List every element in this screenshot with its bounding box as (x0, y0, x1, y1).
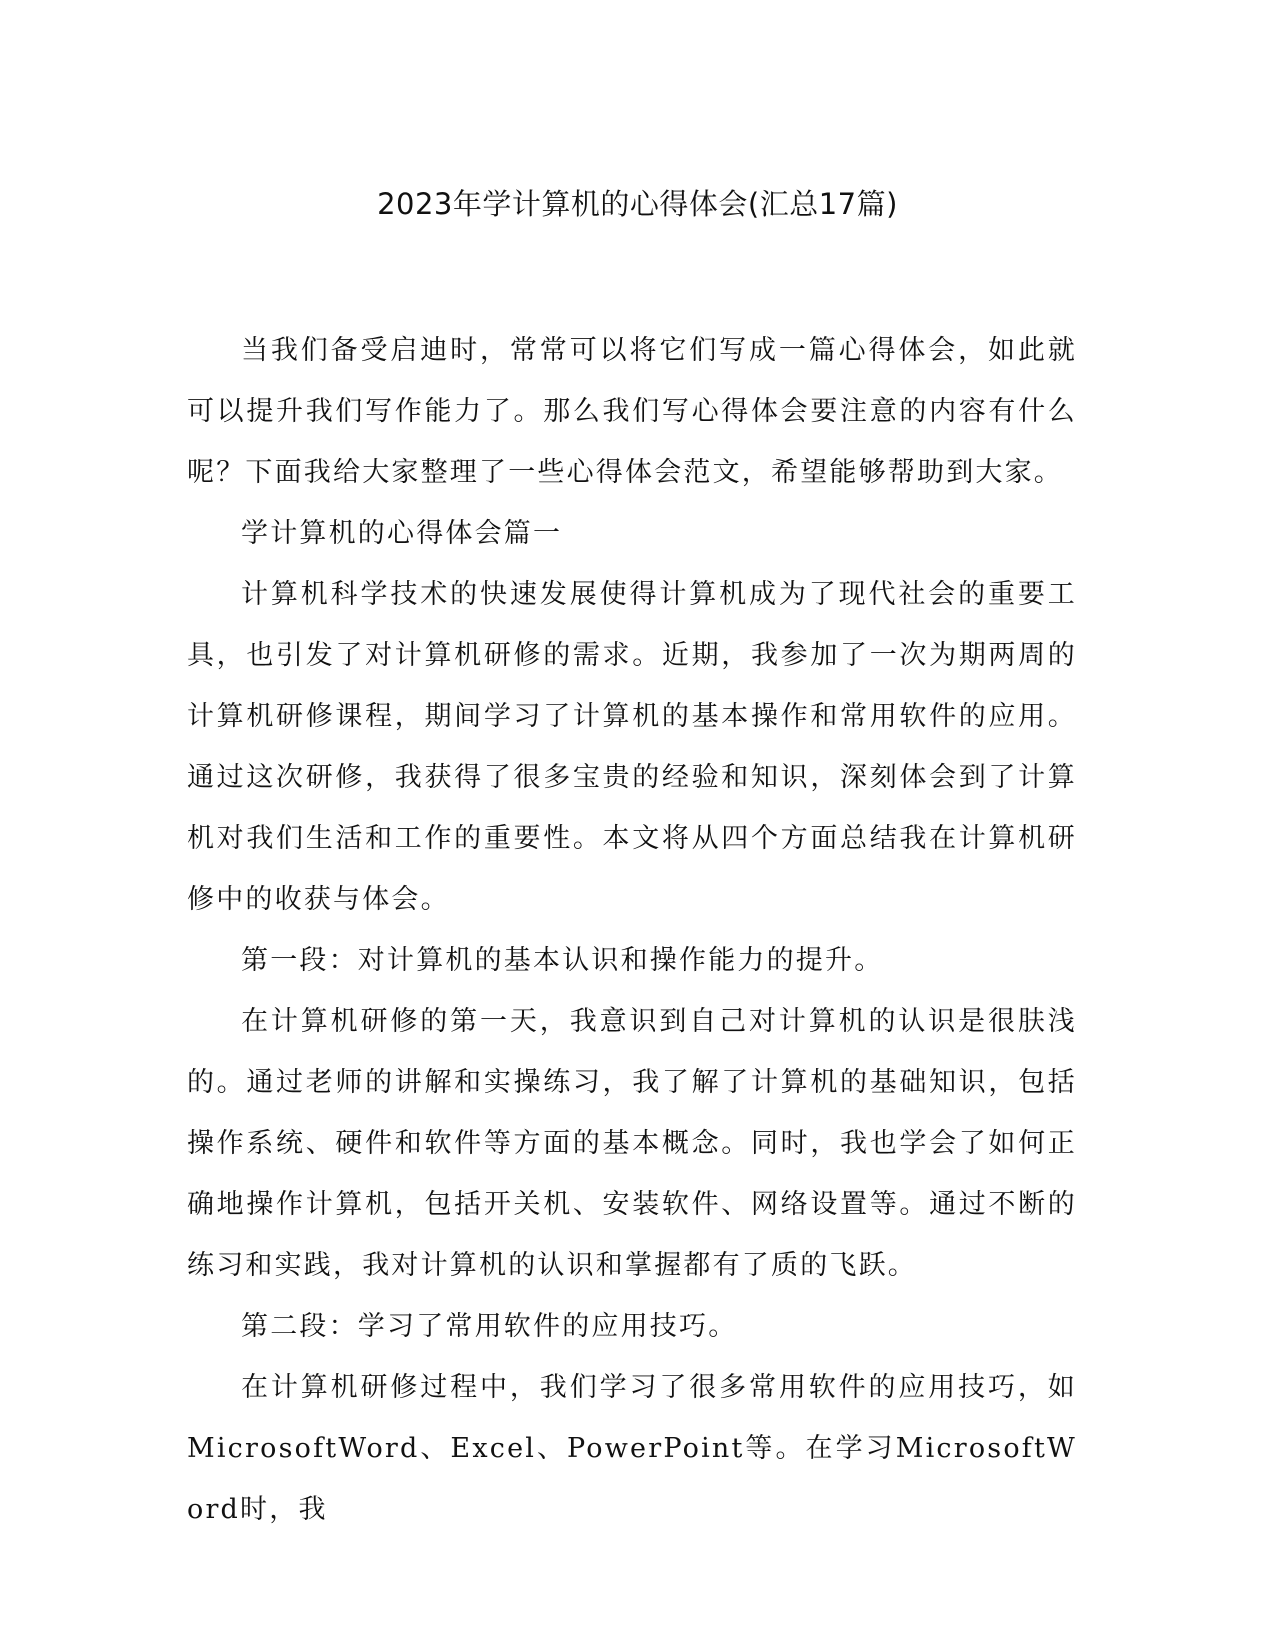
section-heading-1: 学计算机的心得体会篇一 (241, 518, 563, 549)
paragraph-3: 在计算机研修过程中，我们学习了很多常用软件的应用技巧，如MicrosoftWord、Excel、PowerPoint等。在学习MicrosoftWord时，我 (187, 1372, 1077, 1525)
paragraph-1: 计算机科学技术的快速发展使得计算机成为了现代社会的重要工具，也引发了对计算机研修的需求。近期，我参加了一次为期两周的计算机研修课程，期间学习了计算机的基本操作和常用软件的应用。通过这次研修，我获得了很多宝贵的经验和知识，深刻体会到了计算机对我们生活和工作的重要性。本文将从四个方面总结我在计算机研修中的收获与体会。 (187, 579, 1077, 915)
document-title: 2023年学计算机的心得体会(汇总17篇) (377, 187, 898, 221)
subsection-heading-2: 第二段：学习了常用软件的应用技巧。 (241, 1311, 738, 1342)
subsection-heading-1: 第一段：对计算机的基本认识和操作能力的提升。 (241, 945, 884, 976)
document-body (187, 320, 1077, 1540)
paragraph-intro: 当我们备受启迪时，常常可以将它们写成一篇心得体会，如此就可以提升我们写作能力了。那么我们写心得体会要注意的内容有什么呢？下面我给大家整理了一些心得体会范文，希望能够帮助到大家。 (187, 335, 1077, 488)
paragraph-2: 在计算机研修的第一天，我意识到自己对计算机的认识是很肤浅的。通过老师的讲解和实操练习，我了解了计算机的基础知识，包括操作系统、硬件和软件等方面的基本概念。同时，我也学会了如何正确地操作计算机，包括开关机、安装软件、网络设置等。通过不断的练习和实践，我对计算机的认识和掌握都有了质的飞跃。 (187, 1006, 1077, 1281)
